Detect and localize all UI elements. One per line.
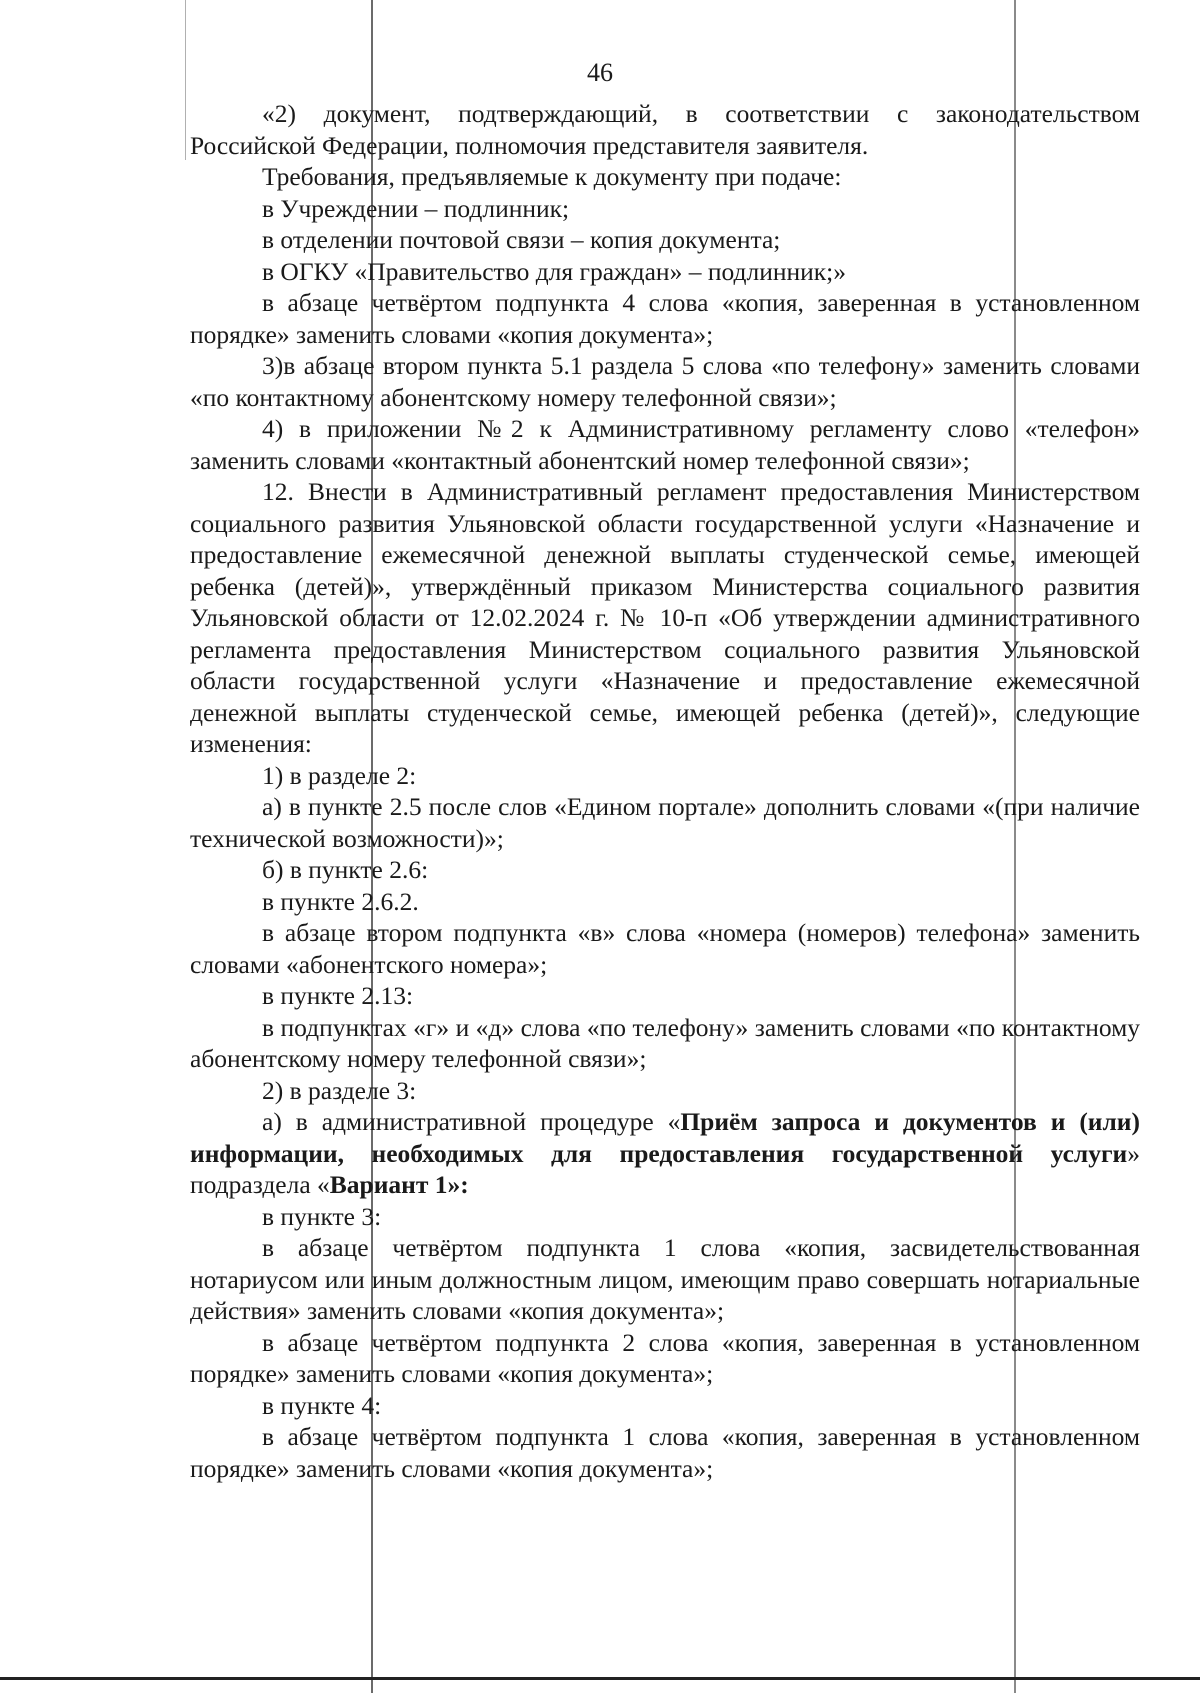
paragraph: в пункте 2.13: [262, 981, 414, 1010]
bold-procedure-name: Приём запроса и документов и (или) информации, необходимых для предоставления государственной услуги [190, 1107, 1140, 1168]
paragraph: в абзаце втором подпункта «в» слова «номера (номеров) телефона» заменить словами «абонентского номера»; [190, 918, 1140, 979]
paragraph: «2) документ, подтверждающий, в соответствии с законодательством Российской Федерации, полномочия представителя заявителя. [190, 99, 1140, 160]
paragraph: Требования, предъявляемые к документу при подаче: [262, 162, 842, 191]
paragraph: в абзаце четвёртом подпункта 1 слова «копия, засвидетельствованная нотариусом или иным должностным лицом, имеющим право совершать нотариальные действия» заменить словами «копия документа»; [190, 1233, 1140, 1325]
paragraph: в ОГКУ «Правительство для граждан» – подлинник;» [262, 256, 846, 286]
paragraph: в абзаце четвёртом подпункта 2 слова «копия, заверенная в установленном порядке» заменить словами «копия документа»; [190, 1327, 1140, 1388]
paragraph: в пункте 4: [262, 1390, 382, 1420]
paragraph: 4) в приложении №2 к Административному регламенту слово «телефон» заменить словами «контактный абонентский номер телефонной связи»; [190, 414, 1140, 475]
paragraph: в Учреждении – подлинник; [262, 193, 570, 223]
paragraph: в подпунктах «г» и «д» слова «по телефону» заменить словами «по контактному абонентскому номеру телефонной связи»; [190, 1012, 1140, 1073]
scan-bottom-edge [0, 1677, 1200, 1680]
document-body [190, 98, 1140, 1484]
paragraph: в пункте 3: [262, 1201, 382, 1231]
paragraph: б) в пункте 2.6: [262, 855, 429, 884]
paragraph: 3)в абзаце втором пункта 5.1 раздела 5 слова «по телефону» заменить словами «по контактному абонентскому номеру телефонной связи»; [190, 351, 1140, 412]
text-run: » подраздела « [190, 1138, 1140, 1199]
paragraph: 2) в разделе 3: [262, 1075, 417, 1105]
bold-variant-name: Вариант 1»: [329, 1170, 469, 1199]
paragraph: в пункте 2.6.2. [262, 886, 419, 916]
paragraph-with-bold [190, 1106, 1140, 1201]
page-number: 46 [587, 58, 613, 87]
text-run: а) в административной процедуре « [262, 1107, 681, 1136]
paragraph: а) в пункте 2.5 после слов «Едином портале» дополнить словами «(при наличие технической возможности)»; [190, 792, 1140, 853]
paragraph: в абзаце четвёртом подпункта 4 слова «копия, заверенная в установленном порядке» заменить словами «копия документа»; [190, 288, 1140, 349]
paragraph: в абзаце четвёртом подпункта 1 слова «копия, заверенная в установленном порядке» заменить словами «копия документа»; [190, 1422, 1140, 1483]
paragraph: 1) в разделе 2: [262, 760, 417, 790]
paragraph: 12. Внести в Административный регламент предоставления Министерством социального развития Ульяновской области государственной услуги «Назначение и предоставление ежемесячной денежной выплаты студенческой семье, имеющей ребенка (детей)», утверждённый приказом Министерства социального развития Ульяновской области от 12.02.2024 г. № 10-п «Об утверждении административного регламента предоставления Министерством социального развития Ульяновской области государственной услуги «Назначение и предоставление ежемесячной денежной выплаты студенческой семье, имеющей ребенка (детей)», следующие изменения: [190, 477, 1140, 758]
paragraph: в отделении почтовой связи – копия документа; [262, 225, 781, 254]
